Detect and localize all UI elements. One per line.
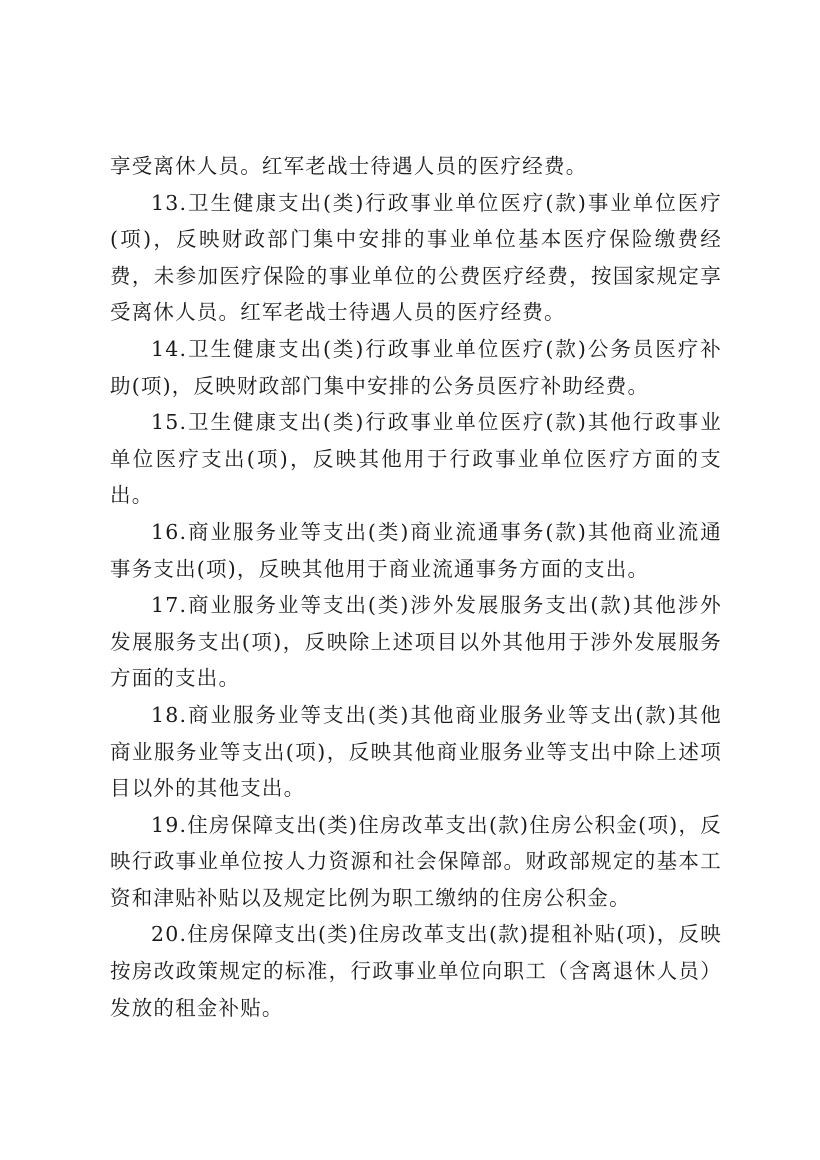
paragraph-item-15: 15.卫生健康支出(类)行政事业单位医疗(款)其他行政事业单位医疗支出(项)，反映其他用于行政事业单位医疗方面的支出。 bbox=[110, 410, 722, 508]
paragraph-item-17: 17.商业服务业等支出(类)涉外发展服务支出(款)其他涉外发展服务支出(项)，反映除上述项目以外其他用于涉外发展服务方面的支出。 bbox=[110, 593, 722, 691]
document-body bbox=[110, 148, 722, 1026]
paragraph-item-19: 19.住房保障支出(类)住房改革支出(款)住房公积金(项)，反映行政事业单位按人力资源和社会保障部。财政部规定的基本工资和津贴补贴以及规定比例为职工缴纳的住房公积金。 bbox=[110, 812, 722, 910]
paragraph-item-18: 18.商业服务业等支出(类)其他商业服务业等支出(款)其他商业服务业等支出(项)，反映其他商业服务业等支出中除上述项目以外的其他支出。 bbox=[110, 702, 722, 801]
paragraph-item-13: 13.卫生健康支出(类)行政事业单位医疗(款)事业单位医疗(项)，反映财政部门集中安排的事业单位基本医疗保险缴费经费，未参加医疗保险的事业单位的公费医疗经费，按国家规定享受离休人员。红军老战士待遇人员的医疗经费。 bbox=[110, 190, 722, 325]
paragraph-item-14: 14.卫生健康支出(类)行政事业单位医疗(款)公务员医疗补助(项)，反映财政部门集中安排的公务员医疗补助经费。 bbox=[110, 336, 722, 398]
paragraph-item-16: 16.商业服务业等支出(类)商业流通事务(款)其他商业流通事务支出(项)，反映其他用于商业流通事务方面的支出。 bbox=[110, 519, 722, 581]
paragraph-item-20: 20.住房保障支出(类)住房改革支出(款)提租补贴(项)，反映按房改政策规定的标准，行政事业单位向职工（含离退休人员）发放的租金补贴。 bbox=[110, 922, 722, 1020]
paragraph-continuation: 享受离休人员。红军老战士待遇人员的医疗经费。 bbox=[110, 154, 588, 178]
